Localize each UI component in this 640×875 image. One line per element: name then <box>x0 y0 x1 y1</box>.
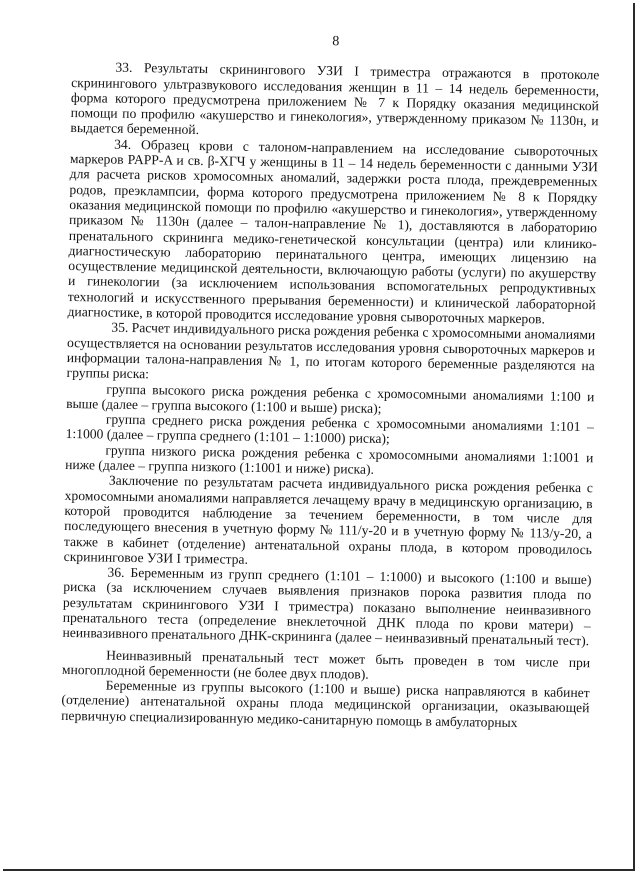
paragraph-conclusion: Заключение по результатам расчета индивидуального риска рождения ребенка с хромосомными аномалиями направляется лечащему врачу в медицинскую организацию, в которой проводится наблюдение за течением беременности, в том числе для последующего внесения в учетную форму № 111/у-20 и в учетную форму № 113/у-20, а также в кабинет (отделение) антенатальной охраны плода, в котором проводилось скрининговое УЗИ I триместра. <box>63 472 593 567</box>
paragraph-high-risk-referral: Беременные из группы высокого (1:100 и выше) риска направляются в кабинет (отделение) антенатальной охраны плода медицинской организации, оказывающей первичную специализированную медико-санитарную помощь в амбулаторных <box>61 677 590 730</box>
risk-group-high: группа высокого риска рождения ребенка с хромосомными аномалиями 1:100 и выше (далее – группа высокого (1:100 и выше) риска); <box>66 381 595 416</box>
paragraph-34: 34. Образец крови с талоном-направлением на исследование сывороточных маркеров PAPP-A и св. β-ХГЧ у женщины в 11 – 14 недель беременности с данными УЗИ для расчета рисков хромосомных аномалий, задержки роста плода, преждевременных родов, преэклампсии, форма которого предусмотрена приложением № 8 к Порядку оказания медицинской помощи по профилю «акушерство и гинекология», утвержденному приказом № 1130н (далее – талон-направление № 1), доставляются в лабораторию пренатального скрининга медико-генетической консультации (центра) или клинико-диагностическую лабораторию перинатального центра, имеющих лицензию на осуществление медицинской деятельности, включающую работы (услуги) по акушерству и гинекологии (за исключением использования вспомогательных репродуктивных технологий и искусственного прерывания беременности) и клинической лабораторной диагностике, в которой проводится исследование уровня сывороточных маркеров. <box>67 136 599 327</box>
risk-group-low: группа низкого риска рождения ребенка с хромосомными аномалиями 1:1001 и ниже (далее – группа низкого (1:1001 и ниже) риска). <box>65 442 594 477</box>
risk-group-medium: группа среднего риска рождения ребенка с хромосомными аномалиями 1:101 – 1:1000 (далее – группа среднего (1:101 – 1:1000) риска); <box>65 411 594 447</box>
paragraph-33: 33. Результаты скринингового УЗИ I триместра отражаются в протоколе скринингового ультразвукового исследования женщин в 11 – 14 недель беременности, форма которого предусмотрена приложением № 7 к Порядку оказания медицинской помощи по профилю «акушерство и гинекология», утвержденному приказом № 1130н, и выдается беременной. <box>70 59 600 138</box>
page-number: 8 <box>332 34 340 50</box>
document-body <box>61 30 600 731</box>
paragraph-35: 35. Расчет индивидуального риска рождения ребенка с хромосомными аномалиями осуществляется на основании результатов исследования уровня сывороточных маркеров и информации талона-направления № 1, по итогам которого беременные разделяются на группы риска: <box>66 319 596 382</box>
paragraph-36: 36. Беременным из групп среднего (1:101 – 1:1000) и высокого (1:100 и выше) риска (за исключением случаев выявления признаков порока развития плода по результатам скринингового УЗИ I триместра) показано выполнение неинвазивного пренатального теста (определение внеклеточной ДНК плода по крови матери) – неинвазивного пренатального ДНК-скрининга (далее – неинвазивный пренатальный тест). <box>62 564 592 649</box>
paragraph-nipt-multiple: Неинвазивный пренатальный тест может быть проведен в том числе при многоплодной беременности (не более двух плодов). <box>61 647 591 682</box>
